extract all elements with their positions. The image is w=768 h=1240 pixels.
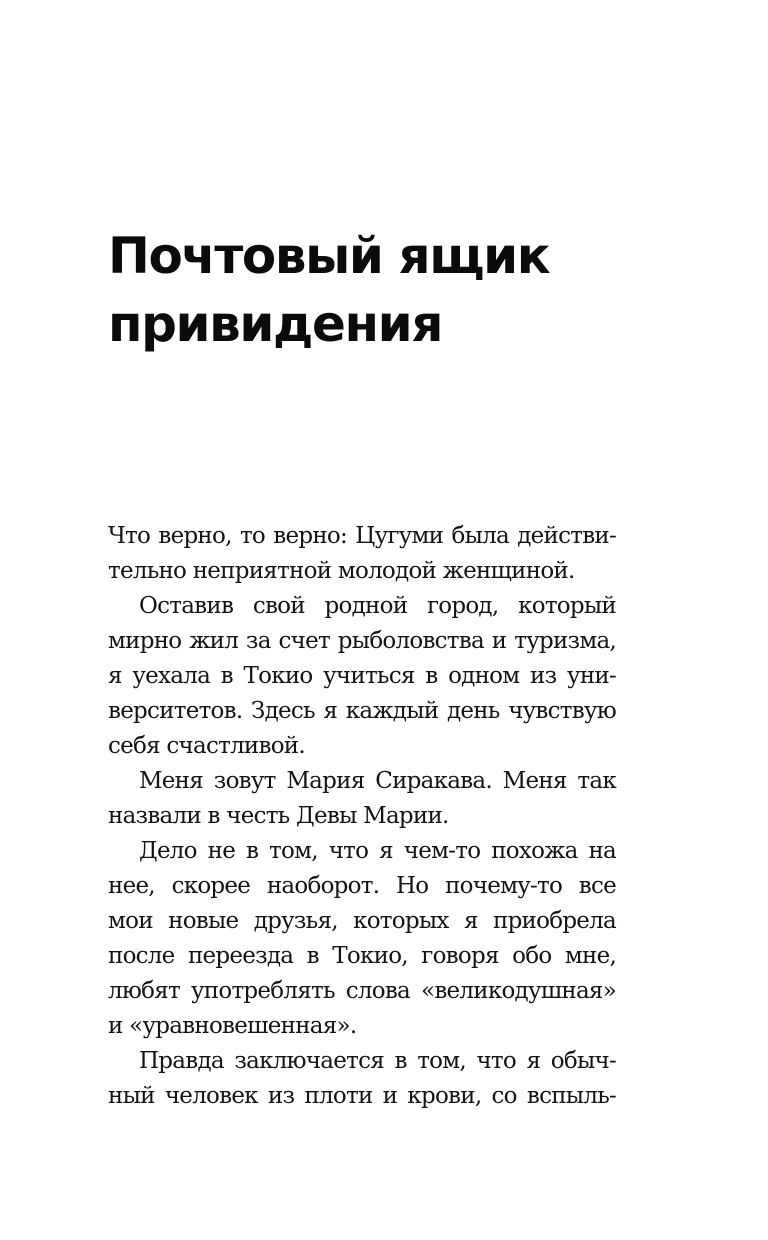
text-line: и «уравновешенная».: [108, 1013, 357, 1039]
text-line: любят употреблять слова «великодушная»: [108, 978, 616, 1004]
chapter-body: [108, 519, 616, 1114]
text-line: Дело не в том, что я чем-то похожа на: [139, 838, 616, 864]
text-line: назвали в честь Девы Марии.: [108, 803, 449, 829]
chapter-title-line: привидения: [108, 295, 443, 353]
text-line: Правда заключается в том, что я обыч-: [139, 1048, 616, 1074]
text-line: Оставив свой родной город, который: [139, 593, 616, 619]
text-line: верситетов. Здесь я каждый день чувствую: [108, 698, 616, 724]
text-line: я уехала в Токио учиться в одном из уни-: [108, 663, 616, 689]
text-line: себя счастливой.: [108, 733, 305, 759]
text-line: мои новые друзья, которых я приобрела: [108, 908, 616, 934]
text-line: ный человек из плоти и крови, со вспыль-: [108, 1083, 616, 1109]
text-line: мирно жил за счет рыболовства и туризма,: [108, 628, 616, 654]
text-line: тельно неприятной молодой женщиной.: [108, 558, 575, 584]
text-line: нее, скорее наоборот. Но почему-то все: [108, 873, 616, 899]
chapter-title: [108, 222, 668, 358]
text-line: Что верно, то верно: Цугуми была действи-: [108, 523, 616, 549]
text-line: после переезда в Токио, говоря обо мне,: [108, 943, 616, 969]
chapter-title-line: Почтовый ящик: [108, 227, 550, 285]
text-line: Меня зовут Мария Сиракава. Меня так: [139, 768, 616, 794]
